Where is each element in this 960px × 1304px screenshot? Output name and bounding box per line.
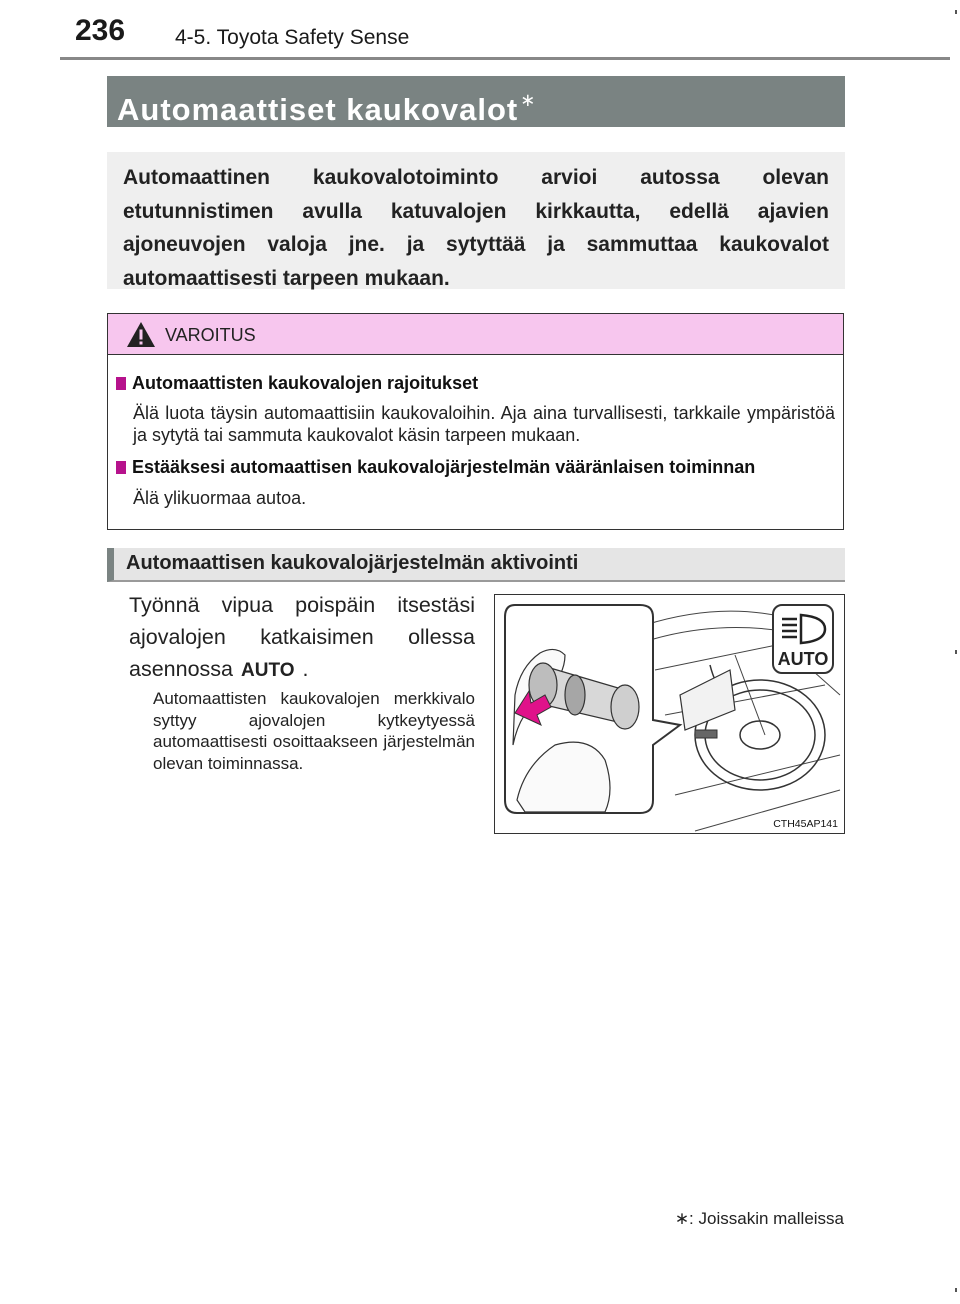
- warning-item-text: Älä ylikuormaa autoa.: [133, 488, 307, 508]
- intro-paragraph: Automaattinen kaukovalotoiminto arvioi autossa olevan etutunnistimen avulla katuvalojen kirkkautta, edellä ajavien ajoneuvojen valoja jne. ja sytyttää ja sammuttaa kaukovalot automaattisesti tarpeen mukaan.: [107, 152, 845, 289]
- warning-item-text: Älä luota täysin automaattisiin kaukovaloihin. Aja aina turvallisesti, tarkkaile ympäristöä ja sytytä tai sammuta kaukovalot käsin tarpeen mukaan.: [133, 403, 835, 445]
- section-title: 4-5. Toyota Safety Sense: [175, 26, 410, 49]
- square-bullet-icon: [116, 377, 126, 390]
- page-title-bar: [107, 76, 845, 127]
- illustration: [494, 594, 845, 834]
- footnote: ∗: Joissakin malleissa: [674, 1209, 844, 1228]
- warning-triangle-icon: [126, 321, 156, 348]
- instruction-paragraph: Työnnä vipua poispäin itsestäsi ajovalojen katkaisimen ollessa asennossa AUTO .: [129, 593, 475, 681]
- figure-code: CTH45AP141: [773, 818, 838, 830]
- warning-item-title: Estääksesi automaattisen kaukovalojärjestelmän vääränlaisen toiminnan: [116, 457, 755, 478]
- crop-mark: [955, 10, 957, 14]
- title-footnote-marker: ∗: [520, 90, 537, 110]
- crop-mark: [955, 1288, 957, 1292]
- page-number: 236: [75, 14, 126, 47]
- page-title: Automaattiset kaukovalot: [117, 92, 519, 127]
- warning-label: VAROITUS: [165, 325, 256, 345]
- warning-item-title: Automaattisten kaukovalojen rajoitukset: [116, 373, 478, 394]
- warning-header: [108, 314, 843, 355]
- subsection-heading: Automaattisen kaukovalojärjestelmän aktivointi: [107, 548, 845, 582]
- square-bullet-icon: [116, 461, 126, 474]
- auto-position-symbol: AUTO: [241, 660, 295, 681]
- headlight-lever-illustration: [495, 595, 843, 832]
- crop-mark: [955, 650, 957, 654]
- header-rule: [60, 57, 950, 60]
- note-paragraph: Automaattisten kaukovalojen merkkivalo syttyy ajovalojen kytkeytyessä automaattisesti osoittaakseen järjestelmän olevan toiminnassa.: [153, 689, 475, 773]
- warning-box: [107, 313, 844, 530]
- auto-indicator-label: AUTO: [777, 649, 829, 669]
